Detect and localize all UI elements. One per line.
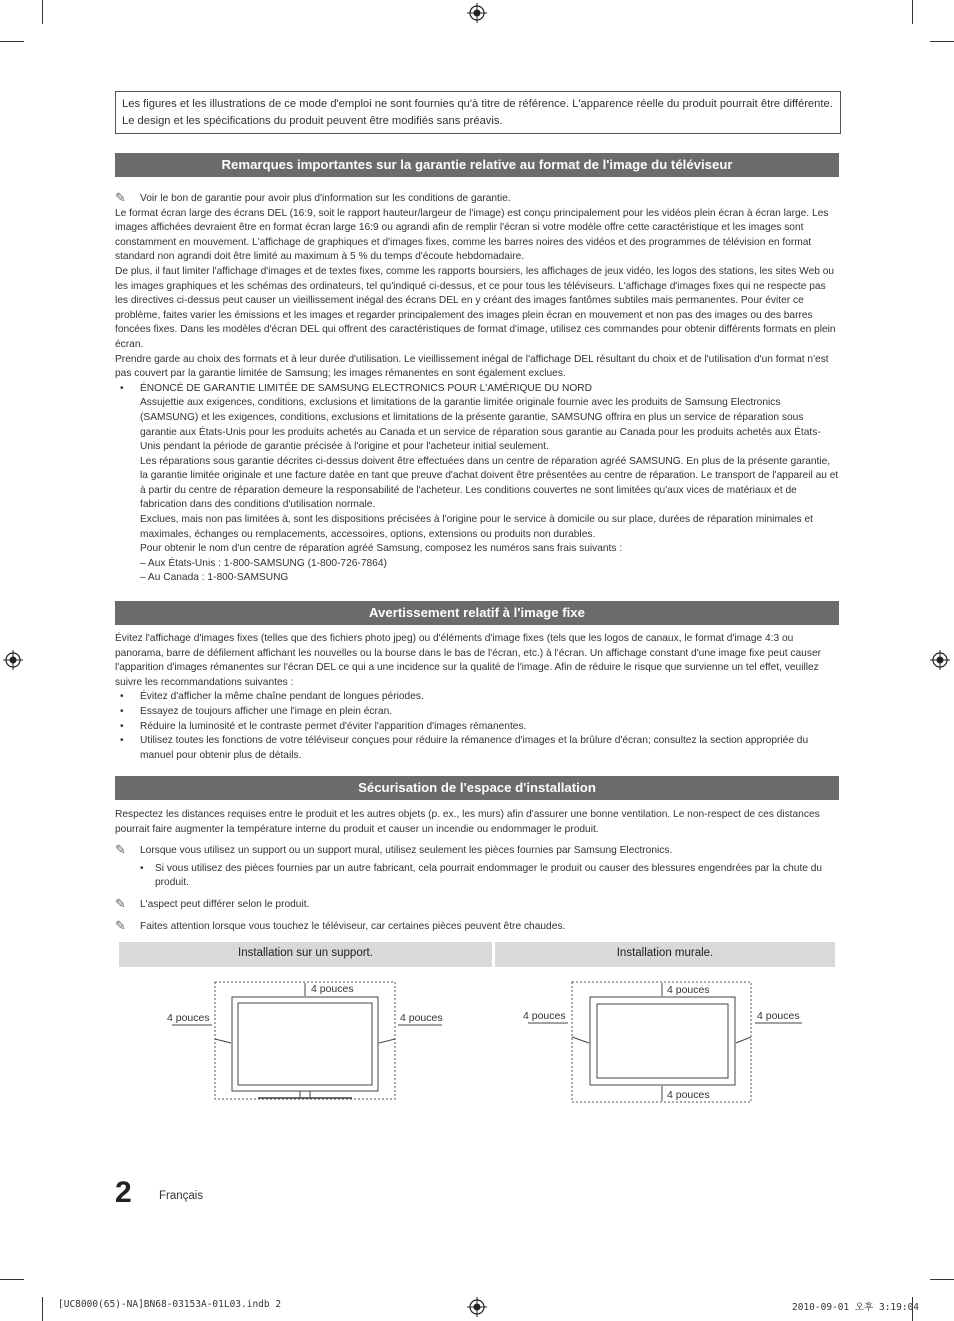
bullet-icon: • [120, 691, 124, 703]
clearance-right-label: 4 pouces [400, 1012, 443, 1024]
crop-mark [0, 41, 24, 42]
bullet-icon: • [140, 862, 144, 874]
disclaimer-box: Les figures et les illustrations de ce mode d'emploi ne sont fournies qu'à titre de référence. L'apparence réelle du produit pourrait être différente. Le design et les spécifications du produit peuvent être modifiés sans préavis. [115, 91, 841, 134]
note-pencil-icon: ✎ [115, 842, 126, 858]
crop-mark [912, 0, 913, 24]
clearance-top-label: 4 pouces [311, 983, 354, 995]
registration-mark-icon [467, 1297, 487, 1317]
clearance-right-label: 4 pouces [757, 1010, 800, 1022]
crop-mark [930, 41, 954, 42]
stand-installation-diagram [160, 975, 450, 1105]
print-slug-timestamp: 2010-09-01 오후 3:19:04 [792, 1302, 920, 1313]
note-pencil-icon: ✎ [115, 190, 126, 205]
crop-mark [42, 0, 43, 24]
page-language: Français [159, 1190, 204, 1202]
crop-mark [0, 1279, 24, 1280]
section-body-installation: Respectez les distances requises entre le produit et les autres objets (p. ex., les murs) afin d'assurer une bonne ventilation. Le non-respect de ces distances pourrait faire augmenter la température interne du produit et causer un incendie ou endommager le produit. ✎ Lorsque vous utilisez un support ou un support mural, utilisez seulement les pièces fournies par Samsung Electronics. • Si vous utilisez des pièces fournies par un autre fabricant, cela pourrait endommager le produit ou causer des blessures engendrées par la chute du produit. ✎ L'aspect peut différer selon le produit. ✎ Faites attention lorsque vous touchez le téléviseur, car certaines pièces peuvent être chaudes. [115, 809, 823, 933]
bullet-icon: • [120, 735, 124, 747]
clearance-bottom-label: 4 pouces [667, 1089, 710, 1101]
bullet-icon: • [120, 382, 124, 394]
section-title-warranty: Remarques importantes sur la garantie relative au format de l'image du téléviseur [115, 153, 839, 177]
print-slug-file: [UC8000(65)-NA]BN68-03153A-01L03.indb 2 [58, 1299, 282, 1310]
clearance-left-label: 4 pouces [167, 1012, 210, 1024]
section-title-installation: Sécurisation de l'espace d'installation [115, 776, 839, 800]
column-header-wall: Installation murale. [495, 942, 835, 967]
page-number: 2 [115, 1176, 132, 1209]
crop-mark [42, 1297, 43, 1321]
list-item: • Essayez de toujours afficher une l'image en plein écran. [115, 705, 839, 720]
list-item: • Évitez d'afficher la même chaîne pendant de longues périodes. [115, 690, 839, 705]
list-item: • Réduire la luminosité et le contraste permet d'éviter l'apparition d'images rémanentes. [115, 720, 839, 735]
registration-mark-icon [467, 3, 487, 23]
crop-mark [930, 1279, 954, 1280]
registration-mark-icon [930, 650, 950, 670]
wall-installation-diagram [520, 975, 810, 1105]
note-pencil-icon: ✎ [115, 895, 126, 911]
section-title-still-image: Avertissement relatif à l'image fixe [115, 601, 839, 625]
column-header-stand: Installation sur un support. [119, 942, 492, 967]
bullet-icon: • [120, 705, 124, 717]
list-item: • Utilisez toutes les fonctions de votre téléviseur conçues pour réduire la rémanence d'images et la brûlure d'écran; consultez la section appropriée du manuel pour obtenir plus de détails. [120, 735, 809, 761]
clearance-top-label: 4 pouces [667, 984, 710, 996]
registration-mark-icon [3, 650, 23, 670]
note-pencil-icon: ✎ [115, 917, 126, 933]
clearance-left-label: 4 pouces [523, 1010, 566, 1022]
section-body-still-image: Évitez l'affichage d'images fixes (telles que des fichiers photo jpeg) ou d'éléments d'image fixes (tels que les logos de canaux, le format d'image 4:3 ou panorama, barre de défilement affichant les nouvelles ou la bourse dans le bas de l'écran, etc.) à l'écran. Un affichage constant d'une image fixe peut causer l'apparition d'images rémanentes sur l'écran DEL ce qui a une incidence sur la qualité de l'image. Afin de réduire le risque que survienne un tel effet, veuillez suivre les recommandations suivantes : • Évitez d'afficher la même chaîne pendant de longues périodes. • Essayez de toujours afficher une l'image en plein écran. • Réduire la luminosité et le contraste permet d'éviter l'apparition d'images rémanentes. • Utilisez toutes les fonctions de votre téléviseur conçues pour réduire la rémanence d'images et la brûlure d'écran; consultez la section appropriée du manuel pour obtenir plus de détails. [115, 632, 839, 763]
section-body-warranty: ✎ Voir le bon de garantie pour avoir plus d'information sur les conditions de garantie. Le format écran large des écrans DEL (16:9, soit le rapport hauteur/largeur de l'image) est conçu principalement pour les vidéos plein écran à écran large. Les images affichées devraient être en format écran large 16:9 ou agrandi afin de remplir l'écran si votre modèle offre cette caractéristique et les images sont constamment en mouvement. L'affichage de graphiques et d'images fixes, comme les barres noires des vidéos et des programmes de télévision en format standard non agrandi doit être limité au maximum à 5 % du temps d'écoute hebdomadaire. De plus, il faut limiter l'affichage d'images et de textes fixes, comme les rapports boursiers, les affichages de jeux vidéo, les logos des stations, les sites Web ou les images graphiques et les schémas des ordinateurs, tel qu'indiqué ci-dessus, et ce pour tous les téléviseurs. L'affichage d'images fixes qui ne respecte pas les directives ci-dessus peut causer un vieillissement inégal des écrans DEL en y créant des images fantômes subtiles mais permanentes. Pour éviter ce problème, faites varier les émissions et les images et regarder principalement des images plein écran en mouvement et non pas des images ou des barres foncées fixes. Dans les modèles d'écran DEL qui offrent des caractéristiques de format d'image, utilisez ces commandes pour obtenir différents formats en plein écran. Prendre garde au choix des formats et à leur durée d'utilisation. Le vieillissement inégal de l'affichage DEL résultant du choix et de l'utilisation d'un format n'est pas couvert par la garantie limitée de Samsung; les images rémanentes en sont également exclues. • ÉNONCÉ DE GARANTIE LIMITÉE DE SAMSUNG ELECTRONICS POUR L'AMÉRIQUE DU NORD Assujettie aux exigences, conditions, exclusions et limitations de la garantie limitée originale fournie avec les produits de Samsung Electronics (SAMSUNG) et les exigences, conditions, exclusions et limitations de la présente garantie, SAMSUNG offrira en plus un service de réparation sous garantie aux États-Unis pour les produits achetés au Canada et un service de réparation sous garantie au Canada pour les produits achetés aux États-Unis pendant la période de garantie précisée à l'origine et pour l'acheteur initial seulement. Les réparations sous garantie décrites ci-dessus doivent être effectuées dans un centre de réparation agréé SAMSUNG. En plus de la présente garantie, la garantie limitée originale et une facture datée en tant que preuve d'achat doivent être présentées au centre de réparation. Le transport de l'appareil au et à partir du centre de réparation demeure la responsabilité de l'acheteur. Les conditions couvertes ne sont limitées qu'aux vices de matériaux et de fabrication dans des conditions d'utilisation normale. Exclues, mais non pas limitées à, sont les dispositions précisées à l'origine pour le service à domicile ou sur place, durées de réparation minimales et maximales, échanges ou remplacements, accessoires, options, extensions ou produits non durables. Pour obtenir le nom d'un centre de réparation agréé Samsung, composez les numéros sans frais suivants : – Aux États-Unis : 1-800-SAMSUNG (1-800-726-7864) – Au Canada : 1-800-SAMSUNG [115, 190, 839, 584]
bullet-icon: • [120, 720, 124, 732]
